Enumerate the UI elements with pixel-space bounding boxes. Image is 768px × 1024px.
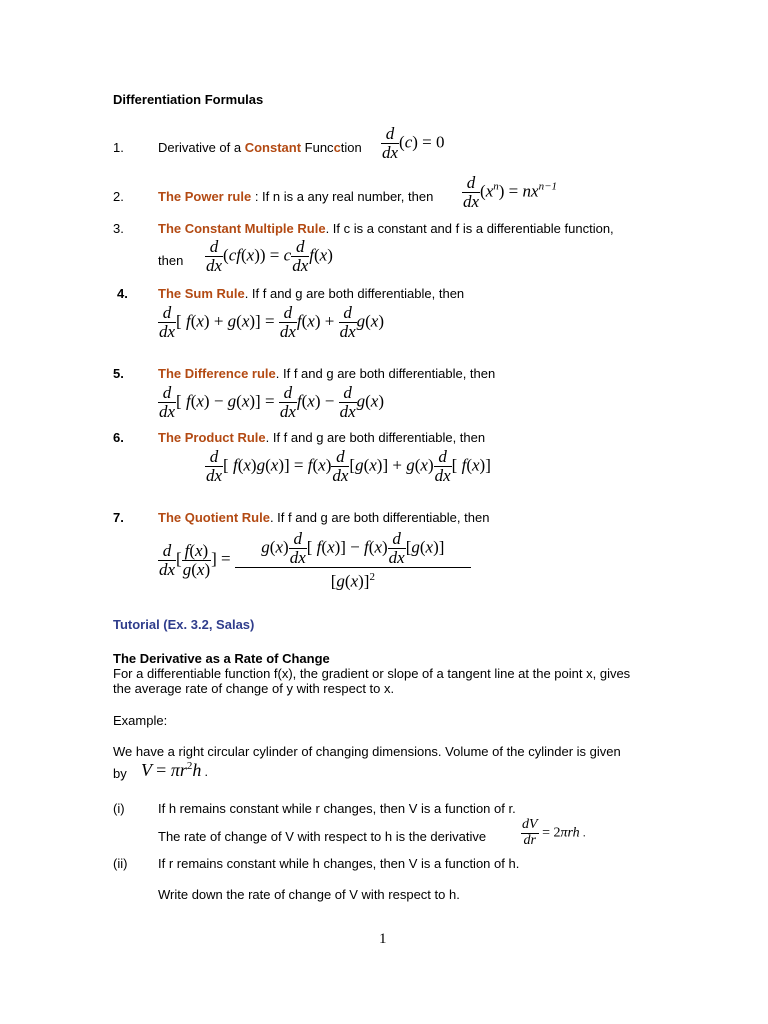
- item-3-number: 3.: [113, 221, 124, 236]
- item-7-rule-name: The Quotient Rule: [158, 510, 270, 525]
- item-1-rule-name: Constant: [244, 140, 302, 155]
- item-3-text: [158, 221, 614, 236]
- item-6-rule-name: The Product Rule: [158, 430, 266, 445]
- formula-constant: $\frac{d}{dx}$ (c) = 0: [382, 124, 445, 162]
- section-text: For a differentiable function f(x), the gradient or slope of a tangent line at the point x, gives the average rate of change of y with respect to x.: [113, 666, 631, 696]
- section-title: The Derivative as a Rate of Change: [113, 651, 330, 666]
- part-ii-text: If r remains constant while h changes, then V is a function of h.: [158, 856, 520, 871]
- page-number: 1: [379, 931, 387, 947]
- part-ii-label: (ii): [113, 856, 128, 871]
- item-7-text: [158, 510, 489, 525]
- formula-difference: $\frac{d}{dx}$ [ f(x) − g(x)] = $\frac{d}{dx}$ f(x) − $\frac{d}{dx}$ g(x): [159, 383, 384, 421]
- item-1-c: c: [333, 140, 341, 155]
- item-6-number: 6.: [113, 430, 124, 445]
- item-5-number: 5.: [113, 366, 124, 381]
- by-label: by: [113, 766, 127, 781]
- item-5-rule-name: The Difference rule: [158, 366, 276, 381]
- item-1-text: [158, 140, 362, 155]
- item-1-tion: tion: [340, 140, 362, 155]
- item-5-text: [158, 366, 495, 381]
- item-1-number: 1.: [113, 140, 124, 155]
- item-4-desc: . If f and g are both differentiable, then: [244, 286, 465, 301]
- item-7-desc: . If f and g are both differentiable, then: [269, 510, 490, 525]
- part-ii-sub: Write down the rate of change of V with respect to h.: [158, 887, 460, 902]
- item-5-desc: . If f and g are both differentiable, then: [275, 366, 496, 381]
- tutorial-link[interactable]: Tutorial (Ex. 3.2, Salas): [113, 617, 255, 632]
- formula-product: $\frac{d}{dx}$ [ f(x)g(x)] = f(x) $\frac{d}{dx}$ [g(x)] + g(x) $\frac{d}{dx}$ [ f(x)]: [206, 447, 491, 485]
- formula-dvdr: $\frac{dV}{dr}$ = 2πrh .: [522, 817, 586, 848]
- item-3-rule-name: The Constant Multiple Rule: [158, 221, 326, 236]
- item-2-number: 2.: [113, 189, 124, 204]
- item-6-desc: . If f and g are both differentiable, then: [265, 430, 486, 445]
- item-1-func: Func: [301, 140, 334, 155]
- item-6-text: [158, 430, 485, 445]
- part-i-text: If h remains constant while r changes, then V is a function of r.: [158, 801, 516, 816]
- formula-constant-multiple: $\frac{d}{dx}$ (cf(x)) = c $\frac{d}{dx}$ f(x): [206, 237, 333, 275]
- cylinder-text: We have a right circular cylinder of changing dimensions. Volume of the cylinder is given: [113, 744, 621, 759]
- item-7-number: 7.: [113, 510, 124, 525]
- part-i-label: (i): [113, 801, 125, 816]
- formula-volume: $V = \pi r^2h$ .: [141, 760, 208, 780]
- formula-quotient: $\frac{d}{dx}$ [ $\frac{f(x)}{g(x)}$ ] = g(x) $\frac{d}{dx}$ [ f(x)] − f(x) $\frac{d}{dx}$ [g(x)] $[g(x)]^2$: [158, 530, 471, 590]
- item-1-prefix: Derivative of a: [158, 140, 245, 155]
- item-4-number: 4.: [117, 286, 128, 301]
- formula-sum: $\frac{d}{dx}$ [ f(x) + g(x)] = $\frac{d}{dx}$ f(x) + $\frac{d}{dx}$ g(x): [159, 303, 384, 341]
- part-i-sub: The rate of change of V with respect to h is the derivative: [158, 829, 487, 844]
- item-2-desc: : If n is a any real number, then: [251, 189, 434, 204]
- item-2-rule-name: The Power rule: [158, 189, 252, 204]
- item-3-then: then: [158, 253, 184, 268]
- item-2-text: [158, 189, 433, 204]
- formula-power: $\frac{d}{dx}$ $(x^n) = nx^{n-1}$: [463, 173, 557, 211]
- page-title: Differentiation Formulas: [113, 92, 264, 107]
- example-label: Example:: [113, 713, 168, 728]
- item-4-text: [158, 286, 464, 301]
- item-3-desc: . If c is a constant and f is a differentiable function,: [325, 221, 614, 236]
- item-4-rule-name: The Sum Rule: [158, 286, 245, 301]
